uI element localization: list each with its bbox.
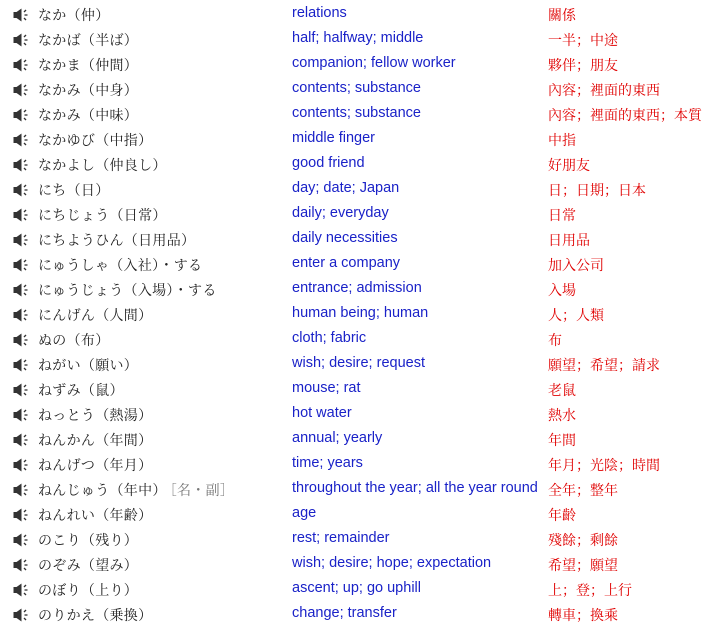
chinese-meaning: 入場 [548,283,576,299]
chinese-meaning: 年月；光陰；時間 [548,458,660,474]
chinese-meaning: 內容；裡面的東西 [548,83,660,99]
english-meaning: change; transfer [292,605,397,621]
japanese-word-text: なかま（仲間） [38,58,139,74]
english-meaning: contents; substance [292,80,421,96]
speaker-icon[interactable] [13,183,33,197]
japanese-word-text: なかゆび（中指） [38,133,153,149]
japanese-word-text: ねんれい（年齢） [38,508,153,524]
japanese-word-text: にんげん（人間） [38,308,153,324]
vocab-row [0,402,720,427]
english-meaning: mouse; rat [292,380,361,396]
japanese-word [38,530,141,550]
speaker-icon[interactable] [13,508,33,522]
japanese-word-text: にゅうじょう（入場）・する [38,283,217,299]
english-meaning: enter a company [292,255,401,271]
japanese-word-text: にゅうしゃ（入社）・する [38,258,203,274]
english-meaning: good friend [292,155,365,171]
vocab-row [0,502,720,527]
japanese-word [38,5,113,25]
speaker-icon[interactable] [13,133,33,147]
english-meaning: daily; everyday [292,205,389,221]
speaker-icon[interactable] [13,283,33,297]
japanese-word [38,80,141,100]
japanese-word-text: ぬの（布） [38,333,110,349]
chinese-meaning: 願望；希望；請求 [548,358,660,374]
speaker-icon[interactable] [13,333,33,347]
japanese-word-text: にち（日） [38,183,110,199]
japanese-word [38,330,113,350]
japanese-word-text: ねんげつ（年月） [38,458,153,474]
vocab-row [0,152,720,177]
speaker-icon[interactable] [13,233,33,247]
speaker-icon[interactable] [13,158,33,172]
japanese-word-text: ねがい（願い） [38,358,139,374]
english-meaning: half; halfway; middle [292,30,424,46]
chinese-meaning: 人；人類 [548,308,604,324]
japanese-word-text: なか（仲） [38,8,110,24]
japanese-word-text: なかみ（中身） [38,83,139,99]
japanese-word-text: ねっとう（熱湯） [38,408,153,424]
speaker-icon[interactable] [13,83,33,97]
japanese-word [38,405,155,425]
japanese-word-text: なかば（半ば） [38,33,139,49]
chinese-meaning: 中指 [548,133,576,149]
speaker-icon[interactable] [13,208,33,222]
english-meaning: time; years [292,455,363,471]
japanese-word [38,155,170,175]
japanese-word [38,355,141,375]
vocab-row [0,77,720,102]
japanese-word-text: ねんかん（年間） [38,433,153,449]
japanese-word [38,230,198,250]
vocab-row [0,477,720,502]
japanese-word [38,505,155,525]
japanese-word [38,205,170,225]
vocab-row [0,452,720,477]
chinese-meaning: 內容；裡面的東西；本質 [548,108,702,124]
speaker-icon[interactable] [13,58,33,72]
vocab-row [0,327,720,352]
chinese-meaning: 老鼠 [548,383,576,399]
speaker-icon[interactable] [13,433,33,447]
japanese-word-text: なかみ（中味） [38,108,139,124]
japanese-word-text: なかよし（仲良し） [38,158,167,174]
vocab-row [0,177,720,202]
japanese-word [38,180,113,200]
chinese-meaning: 日用品 [548,233,590,249]
vocab-row [0,52,720,77]
chinese-meaning: 上；登；上行 [548,583,632,599]
japanese-word-text: のぞみ（望み） [38,558,139,574]
english-meaning: ascent; up; go uphill [292,580,421,596]
speaker-icon[interactable] [13,558,33,572]
japanese-word [38,555,141,575]
vocab-row [0,2,720,27]
vocab-row [0,602,720,627]
vocab-row [0,127,720,152]
chinese-meaning: 熱水 [548,408,576,424]
english-meaning: relations [292,5,347,21]
speaker-icon[interactable] [13,483,33,497]
chinese-meaning: 關係 [548,8,576,24]
english-meaning: wish; desire; hope; expectation [292,555,492,571]
english-meaning: cloth; fabric [292,330,367,346]
english-meaning: age [292,505,317,521]
japanese-word-text: にちじょう（日常） [38,208,167,224]
japanese-word [38,455,155,475]
japanese-word [38,605,155,625]
english-meaning: entrance; admission [292,280,422,296]
chinese-meaning: 殘餘；剩餘 [548,533,618,549]
chinese-meaning: 好朋友 [548,158,590,174]
chinese-meaning: 轉車；換乘 [548,608,618,624]
japanese-word-text: ねずみ（鼠） [38,383,124,399]
chinese-meaning: 年間 [548,433,576,449]
chinese-meaning: 希望；願望 [548,558,618,574]
japanese-word [38,130,155,150]
vocab-row [0,277,720,302]
english-meaning: contents; substance [292,105,421,121]
japanese-word [38,55,141,75]
chinese-meaning: 夥伴；朋友 [548,58,618,74]
speaker-icon[interactable] [13,33,33,47]
japanese-word [38,105,141,125]
japanese-word [38,280,220,300]
part-of-speech-tag: ［名・副］ [169,483,235,499]
chinese-meaning: 一半；中途 [548,33,618,49]
english-meaning: throughout the year; all the year round [292,480,538,496]
vocab-row [0,577,720,602]
japanese-word [38,255,205,275]
japanese-word-text: ねんじゅう（年中） [38,483,167,499]
chinese-meaning: 年齡 [548,508,576,524]
chinese-meaning: 日常 [548,208,576,224]
english-meaning: companion; fellow worker [292,55,456,71]
speaker-icon[interactable] [13,358,33,372]
english-meaning: hot water [292,405,352,421]
vocab-row [0,427,720,452]
vocab-row [0,27,720,52]
vocabulary-list [0,2,720,627]
chinese-meaning: 全年；整年 [548,483,618,499]
japanese-word-text: のぼり（上り） [38,583,139,599]
english-meaning: annual; yearly [292,430,383,446]
vocab-row [0,227,720,252]
japanese-word-text: のこり（残り） [38,533,139,549]
speaker-icon[interactable] [13,608,33,622]
vocab-row [0,552,720,577]
chinese-meaning: 布 [548,333,562,349]
english-meaning: day; date; Japan [292,180,400,196]
speaker-icon[interactable] [13,533,33,547]
english-meaning: daily necessities [292,230,398,246]
vocab-row [0,352,720,377]
vocab-row [0,202,720,227]
speaker-icon[interactable] [13,308,33,322]
english-meaning: rest; remainder [292,530,390,546]
vocab-row [0,102,720,127]
japanese-word [38,430,155,450]
vocab-row [0,377,720,402]
speaker-icon[interactable] [13,408,33,422]
speaker-icon[interactable] [13,583,33,597]
vocab-row [0,302,720,327]
english-meaning: human being; human [292,305,429,321]
japanese-word [38,30,141,50]
speaker-icon[interactable] [13,458,33,472]
japanese-word-text: にちようひん（日用品） [38,233,196,249]
speaker-icon[interactable] [13,108,33,122]
english-meaning: wish; desire; request [292,355,425,371]
english-meaning: middle finger [292,130,376,146]
japanese-word [38,305,155,325]
japanese-word [38,580,141,600]
vocab-row [0,252,720,277]
chinese-meaning: 加入公司 [548,258,604,274]
vocab-row [0,527,720,552]
japanese-word [38,380,127,400]
japanese-word [38,480,234,500]
japanese-word-text: のりかえ（乗換） [38,608,153,624]
speaker-icon[interactable] [13,258,33,272]
chinese-meaning: 日；日期；日本 [548,183,646,199]
speaker-icon[interactable] [13,383,33,397]
speaker-icon[interactable] [13,8,33,22]
